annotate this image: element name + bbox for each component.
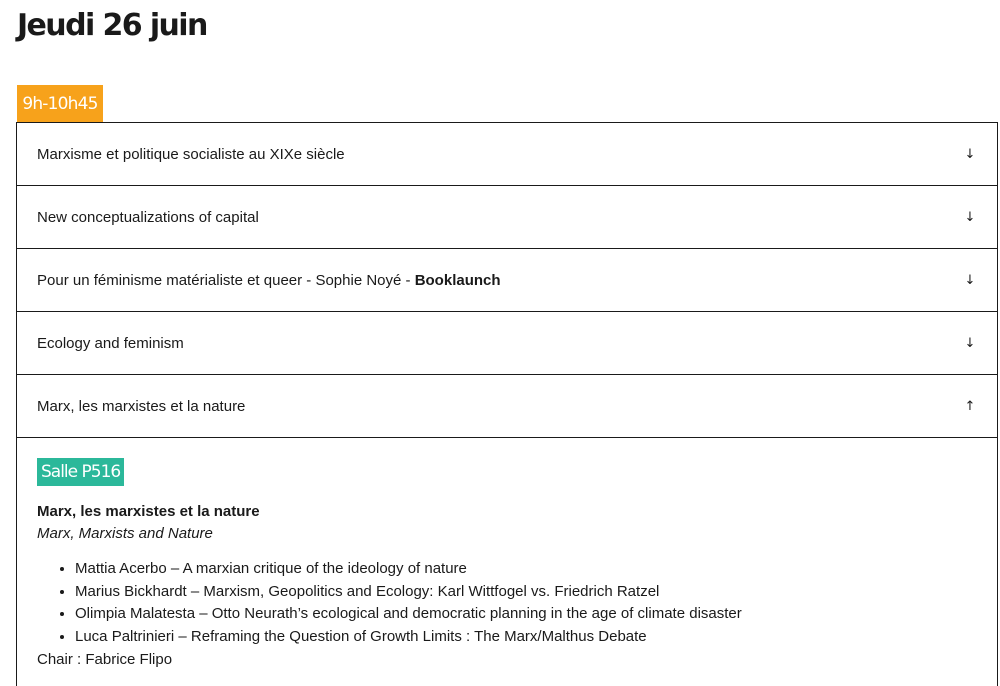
session-title [37, 272, 501, 289]
booklaunch-label: Booklaunch [414, 271, 501, 289]
list-item: • Olimpia Malatesta – Otto Neurath’s ecological and democratic planning in the age of climate disaster [75, 603, 977, 626]
session-title: Marx, les marxistes et la nature [37, 397, 246, 415]
arrow-down-icon: ↓ [964, 335, 976, 351]
session-title: Marxisme et politique socialiste au XIXe siècle [37, 145, 345, 163]
session-chair: Chair : Fabrice Flipo [37, 650, 173, 668]
arrow-down-icon: ↓ [964, 272, 976, 288]
arrow-down-icon: ↓ [964, 146, 976, 162]
session-details-panel [17, 438, 997, 686]
talk-list [37, 558, 977, 649]
session-detail-subtitle: Marx, Marxists and Nature [37, 525, 213, 542]
room-badge: Salle P516 [37, 458, 124, 486]
session-title: New conceptualizations of capital [37, 208, 259, 226]
list-item: • Mattia Acerbo – A marxian critique of the ideology of nature [75, 558, 977, 581]
arrow-up-icon: ↑ [964, 398, 976, 414]
session-item-marxisme-politique[interactable] [17, 123, 997, 186]
arrow-down-icon: ↓ [964, 209, 976, 225]
session-item-ecology-feminism[interactable] [17, 312, 997, 375]
session-item-feminisme-booklaunch[interactable] [17, 249, 997, 312]
session-detail-title: Marx, les marxistes et la nature [37, 503, 260, 520]
day-title: Jeudi 26 juin [17, 8, 207, 43]
time-slot-badge: 9h-10h45 [17, 85, 103, 123]
session-title-prefix: Pour un féminisme matérialiste et queer - Sophie Noyé - [37, 271, 415, 289]
list-item: • Luca Paltrinieri – Reframing the Question of Growth Limits : The Marx/Malthus Debate [75, 626, 977, 649]
session-item-marx-nature[interactable] [17, 375, 997, 438]
session-item-new-conceptualizations[interactable] [17, 186, 997, 249]
list-item: • Marius Bickhardt – Marxism, Geopolitics and Ecology: Karl Wittfogel vs. Friedrich Ratzel [75, 581, 977, 604]
session-title: Ecology and feminism [37, 334, 184, 352]
session-accordion [16, 122, 998, 686]
